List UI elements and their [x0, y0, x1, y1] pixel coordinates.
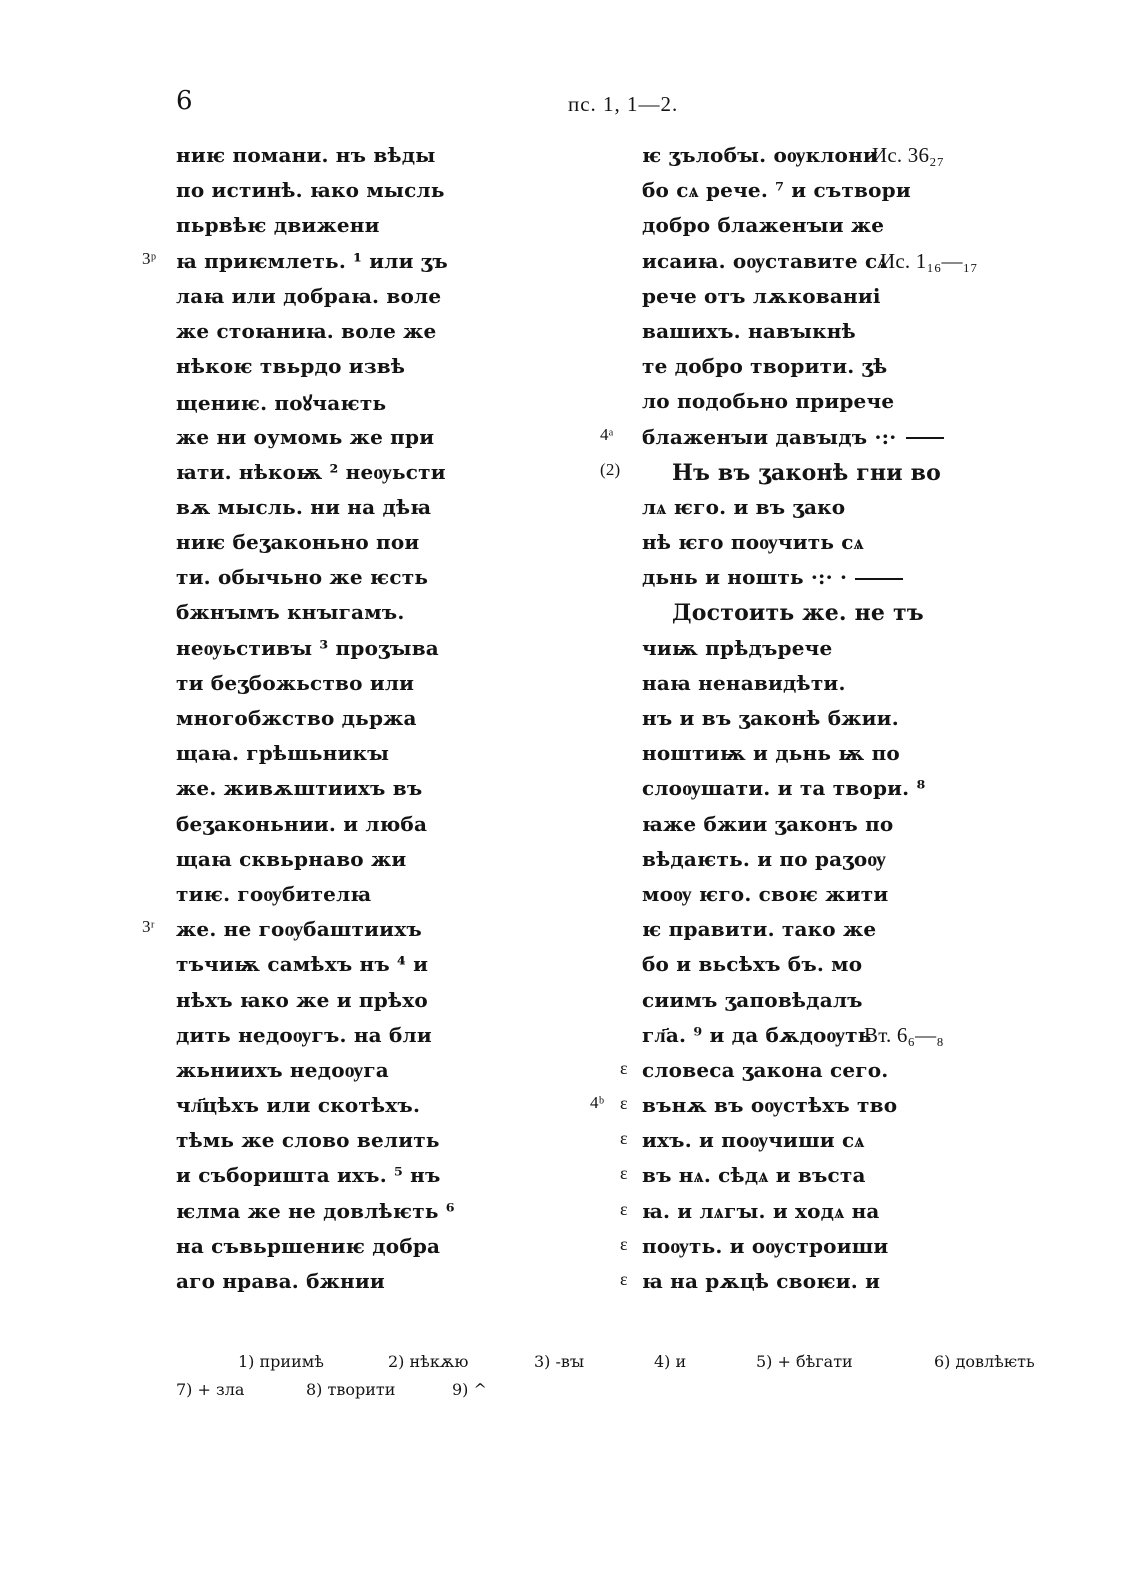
- text-line: щаꙗ сквьрнаво жи: [176, 846, 407, 871]
- footnote: 1) приимѣ: [238, 1352, 324, 1371]
- text-line: бжнꙑмъ кнꙑгамъ.: [176, 600, 405, 625]
- verse-marker: 3ᵖ: [142, 248, 157, 268]
- brace-mark: ɛ: [620, 1233, 628, 1254]
- brace-mark: ɛ: [620, 1198, 628, 1219]
- text-line: 4ᵃ блаженꙑи давꙑдъ ·:·: [642, 425, 942, 460]
- text-line: лаꙗ или добраꙗ. воле: [176, 283, 442, 308]
- text-line: же ни оумомь же при: [176, 424, 435, 449]
- text-line: ɛ ихъ. и поѹчиши сѧ: [620, 1128, 865, 1153]
- cross-reference: Вт. 6₆—₈: [864, 1022, 944, 1047]
- footnote: 8) творити: [306, 1380, 396, 1399]
- text-line: ɛ поѹть. и оѹстроиши: [620, 1233, 889, 1258]
- text-line: дить недоѹгъ. на бли: [176, 1022, 432, 1047]
- page-number: 6: [176, 86, 193, 116]
- text-line: ɛ ꙗ. и лѧгꙑ. и ходѧ на: [620, 1198, 880, 1223]
- cross-reference: Ис. 1₁₆—₁₇: [880, 248, 978, 273]
- running-head: пс. 1, 1—2.: [568, 92, 679, 116]
- text-line: ɛ словеса ӡакона сего.: [620, 1057, 889, 1082]
- text-line: ти. обычьно же ѥсть: [176, 565, 429, 590]
- footnote: 2) нѣкѫю: [388, 1352, 469, 1371]
- text-line: по истинѣ. ꙗко мысль: [176, 178, 445, 203]
- text-line: дьнь и ношть ·:· ·: [642, 565, 942, 600]
- text-line: ꙗти. нѣкоѭ ² неѹьсти: [176, 459, 446, 484]
- text-line: добро блаженꙑи же: [642, 213, 885, 238]
- text-line: жьниихъ недоѹга: [176, 1057, 389, 1082]
- text-line: ѥ правити. тако же: [642, 917, 877, 942]
- text-line: слоѹшати. и та твори. ⁸: [642, 776, 926, 801]
- footnote: 3) -вꙑ: [534, 1352, 585, 1371]
- text-line: вѫ мысль. ни на дѣꙗ: [176, 494, 432, 519]
- text-line: на съвьршениѥ добра: [176, 1233, 441, 1258]
- text-line: бо и вьсѣхъ бъ. мо: [642, 952, 863, 977]
- right-text-column: [590, 143, 978, 1304]
- text-line: же. живѫштиихъ въ: [176, 776, 423, 801]
- text-line: аго нрава. бжнии: [176, 1269, 385, 1293]
- text-line: ниѥ беӡаконьно пои: [176, 530, 420, 555]
- text-line: Достоить же. не тъ: [672, 600, 924, 627]
- text-line: чл҃цѣхъ или скотѣхъ.: [176, 1093, 421, 1118]
- brace-mark: ɛ: [620, 1093, 628, 1114]
- footnotes: [176, 1352, 1056, 1408]
- text-line: ниѥ помани. нъ вѣды: [176, 143, 436, 167]
- text-line: щениѥ. поꙋчаѥть: [176, 391, 387, 416]
- footnote: 7) + зла: [176, 1380, 245, 1399]
- brace-mark: ɛ: [620, 1163, 628, 1184]
- text-line: нъ и въ ӡаконѣ бжии.: [642, 706, 899, 730]
- footnote: 6) довлѣѥть: [934, 1352, 1035, 1371]
- text-line: щаꙗ. грѣшьникꙑ: [176, 741, 390, 766]
- text-line: сиимъ ӡаповѣдалъ: [642, 987, 863, 1012]
- text-line: чиѭ прѣдърече: [642, 635, 833, 660]
- text-line: многобжство дьржа: [176, 706, 417, 730]
- verse-marker: 3ʳ: [142, 917, 155, 937]
- footnote: 4) и: [654, 1352, 687, 1371]
- text-line: нѣ ѥго поѹчить сѧ: [642, 530, 864, 555]
- text-line: моѹ ѥго. своѥ жити: [642, 881, 889, 906]
- text-line: (2) Нъ въ ӡаконѣ гни во: [600, 459, 942, 486]
- text-line: беӡаконьнии. и люба: [176, 811, 428, 836]
- verse-marker: (2): [600, 459, 621, 479]
- text-line: гл҃а. ⁹ и да бѫдоѹть Вт. 6₆—₈: [642, 1022, 944, 1047]
- text-line: ноштиѭ и дьнь ѭ по: [642, 741, 900, 766]
- text-line: рече отъ лѫкованиі: [642, 283, 881, 308]
- text-line: 4ᵇ ɛ вънѫ въ оѹстѣхъ тво: [590, 1093, 898, 1118]
- text-line: те добро творити. ӡѣ: [642, 354, 888, 379]
- text-line: тѣмь же слово велить: [176, 1128, 440, 1153]
- text-line: ɛ въ нѧ. сѣдѧ и въста: [620, 1163, 866, 1188]
- brace-mark: ɛ: [620, 1057, 628, 1078]
- text-line: 3ᵖ ꙗ приѥмлеть. ¹ или ӡъ: [142, 248, 448, 273]
- text-line: неѹьстивꙑ ³ проӡꙑва: [176, 635, 439, 660]
- text-line: тъчиѭ самѣхъ нъ ⁴ и: [176, 952, 429, 977]
- text-line: вѣдаѥть. и по раӡоѹ: [642, 846, 886, 871]
- footnote-row: [176, 1352, 1056, 1380]
- cross-reference: Ис. 36₂₇: [872, 143, 945, 167]
- text-line: бо сѧ рече. ⁷ и сътвори: [642, 178, 911, 203]
- separator-dash: [855, 578, 903, 580]
- text-line: тиѥ. гоѹбителꙗ: [176, 881, 372, 906]
- text-line: лѧ ѥго. и въ ӡако: [642, 494, 846, 519]
- text-line: ти беӡбожьство или: [176, 670, 415, 695]
- text-line: исаиꙗ. оѹставите сѧ Ис. 1₁₆—₁₇: [642, 248, 978, 273]
- footnote-row: [176, 1380, 1056, 1408]
- text-line: вашихъ. навꙑкнѣ: [642, 318, 856, 343]
- text-line: пьрвѣѥ движени: [176, 213, 380, 238]
- text-line: нѣхъ ꙗко же и прѣхо: [176, 987, 428, 1012]
- separator-dash: [906, 437, 944, 439]
- text-line: же стоꙗниꙗ. воле же: [176, 318, 437, 343]
- footnote: 5) + бѣгати: [756, 1352, 853, 1371]
- text-line: нѣкоѥ твьрдо извѣ: [176, 354, 406, 379]
- text-line: ло подобьно прирече: [642, 389, 895, 414]
- text-line: 3ʳ же. не гоѹбаштиихъ: [142, 917, 422, 942]
- verse-marker: 4ᵃ: [600, 424, 614, 444]
- verse-marker: 4ᵇ: [590, 1093, 605, 1113]
- brace-mark: ɛ: [620, 1128, 628, 1149]
- footnote: 9) ^: [452, 1380, 487, 1399]
- text-line: ꙗже бжии ӡаконъ по: [642, 811, 894, 836]
- text-line: наꙗ ненавидѣти.: [642, 670, 846, 695]
- left-text-column: [142, 143, 476, 1304]
- text-line: и съборишта ихъ. ⁵ нъ: [176, 1163, 441, 1188]
- text-line: ѥ ӡълобꙑ. оѹклони Ис. 36₂₇: [642, 143, 945, 167]
- brace-mark: ɛ: [620, 1269, 628, 1289]
- text-line: ѥлма же не довлѣѥть ⁶: [176, 1198, 455, 1223]
- text-line: ɛ ꙗ на рѫцѣ своѥи. и: [620, 1269, 881, 1293]
